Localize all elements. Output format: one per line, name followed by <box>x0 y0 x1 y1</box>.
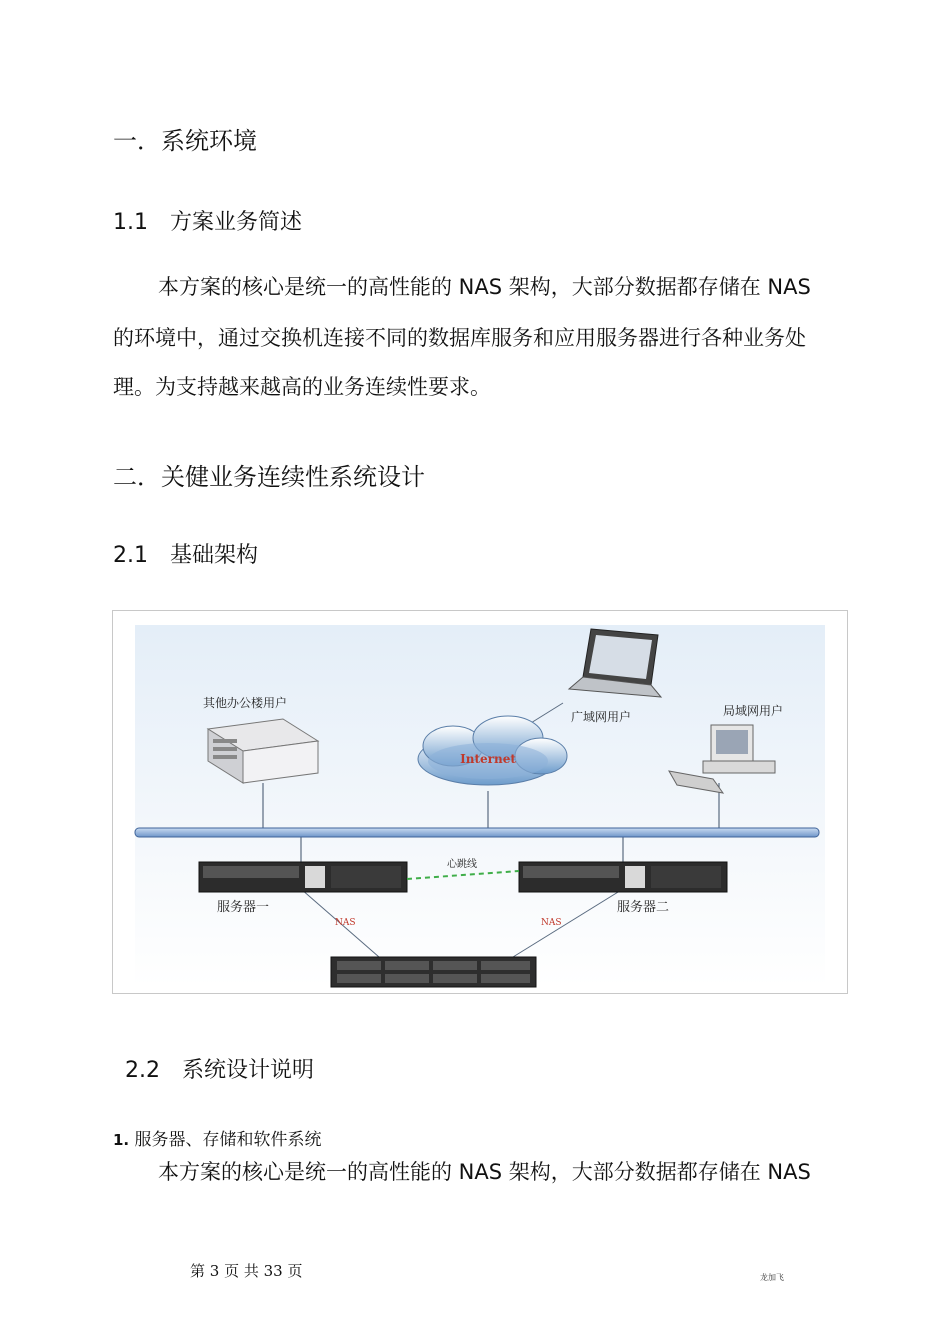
section-heading-2: 二．关健业务连续性系统设计 <box>113 463 425 491</box>
list-item-1 <box>113 1125 322 1150</box>
section-heading-1: 一．系统环境 <box>113 127 257 155</box>
list-item-1-number: 1. <box>113 1131 130 1149</box>
other-building-users-label: 其他办公楼用户 <box>203 696 288 710</box>
architecture-diagram <box>112 610 848 994</box>
author-mark: 龙加飞 <box>760 1273 784 1282</box>
subsection-heading-1-1: 1.1 方案业务简述 <box>113 210 302 235</box>
network-bus <box>135 828 819 837</box>
internet-label: Internet <box>460 752 516 766</box>
subsection-heading-2-2: 2.2 系统设计说明 <box>125 1058 314 1083</box>
list-item-1-text: 服务器、存储和软件系统 <box>134 1130 322 1150</box>
paragraph-1-line-2: 的环境中，通过交换机连接不同的数据库服务和应用服务器进行各种业务处 <box>113 326 806 350</box>
server-two-label: 服务器二 <box>617 900 670 915</box>
paragraph-1-line-3: 理。为支持越来越高的业务连续性要求。 <box>113 375 491 399</box>
paragraph-1-line-1: 本方案的核心是统一的高性能的 NAS 架构，大部分数据都存储在 NAS <box>158 275 811 299</box>
nas-left-label: NAS <box>335 918 356 928</box>
wan-users-label: 广域网用户 <box>571 710 632 724</box>
server-one-icon <box>199 862 407 892</box>
page-number-footer: 第 3 页 共 33 页 <box>190 1262 303 1280</box>
server-two-icon <box>519 862 727 892</box>
subsection-heading-2-1: 2.1 基础架构 <box>113 543 258 568</box>
heartbeat-label: 心跳线 <box>447 859 477 870</box>
nas-right-label: NAS <box>541 918 562 928</box>
paragraph-2-line-1: 本方案的核心是统一的高性能的 NAS 架构，大部分数据都存储在 NAS <box>158 1160 811 1184</box>
server-one-label: 服务器一 <box>217 900 270 915</box>
lan-users-label: 局域网用户 <box>723 704 784 718</box>
nas-storage-icon <box>331 957 536 987</box>
